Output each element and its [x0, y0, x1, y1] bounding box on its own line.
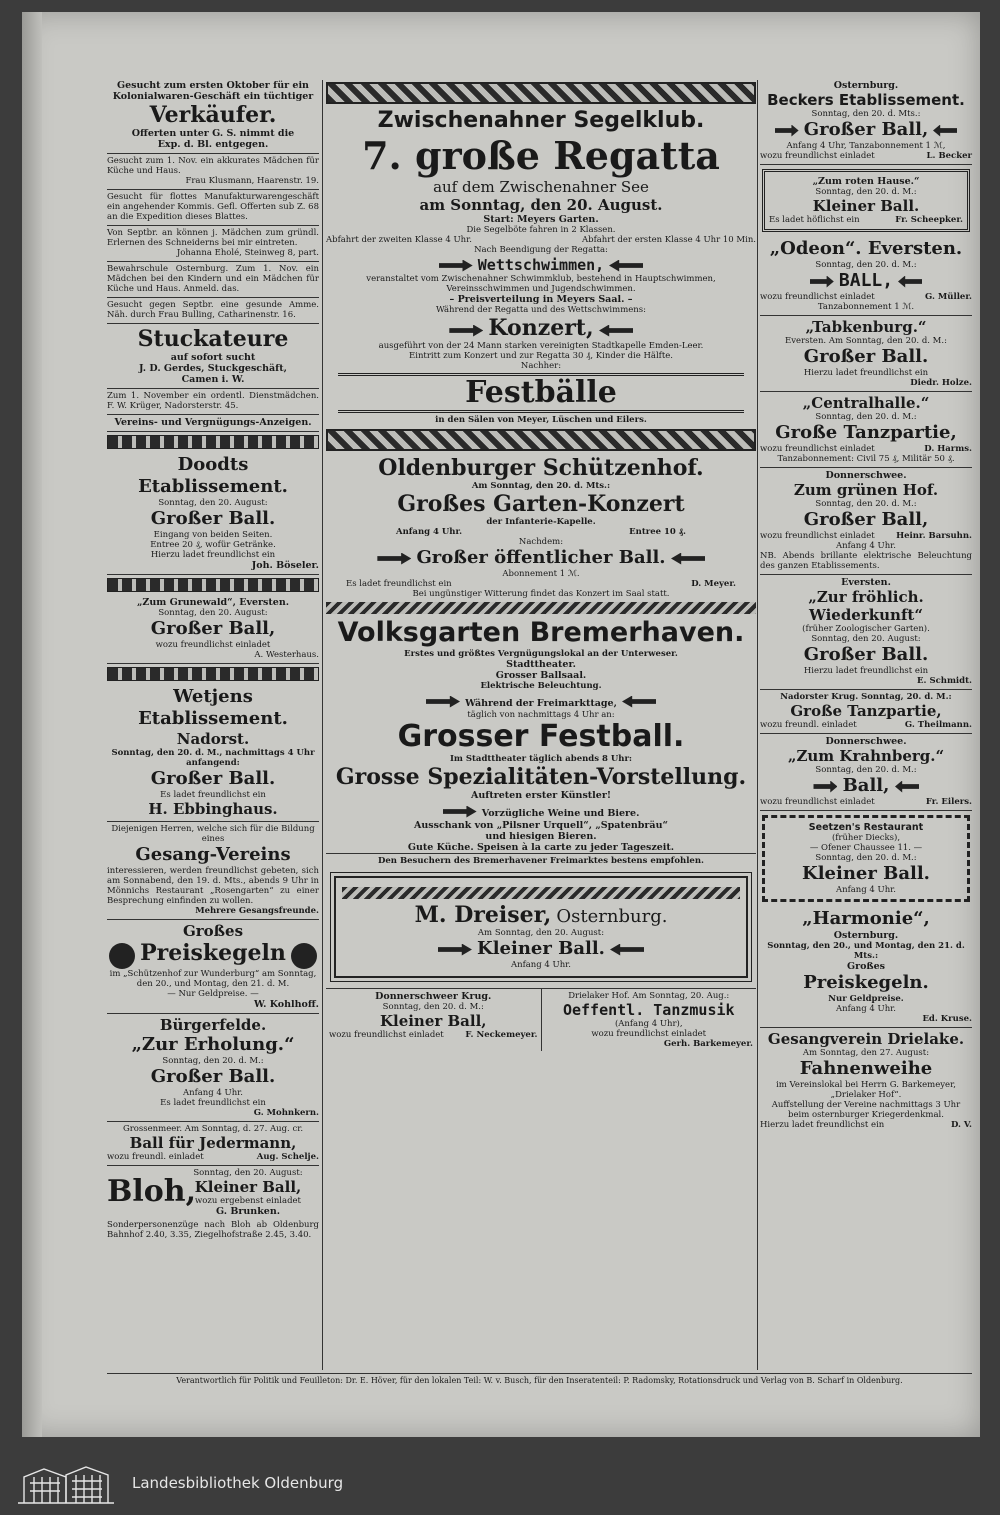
ad-line: in den Sälen von Meyer, Lüschen und Eilers. [435, 415, 647, 425]
ad-place: Bürgerfelde. [159, 1015, 267, 1034]
column-rule [757, 80, 758, 1370]
ad-row-bottom [326, 988, 756, 1051]
ad-event: Großer Ball. [150, 508, 276, 529]
ad-event: Große Tanzpartie, [775, 422, 957, 443]
ad-line: Grossenmeer. Am Sonntag, d. 27. Aug. cr. [122, 1123, 304, 1134]
ad-title: „Centralhalle.“ [802, 394, 930, 412]
ad-title: Stuckateure [137, 326, 289, 352]
ad-line: — Nur Geldpreise. — [167, 988, 259, 999]
ad-drielake-fahnenweihe [760, 1028, 972, 1133]
ad-event: Großer Ball, [150, 618, 276, 639]
ad-line: Anfang 4 Uhr. [835, 541, 897, 551]
ad-text: Gesucht gegen Septbr. eine gesunde Amme. Näh. durch Frau Bulling, Catharinenstr. 16. [107, 300, 319, 320]
ad-line: Nachher: [520, 361, 562, 371]
ad-line: Entree 10 ₰. [629, 527, 686, 537]
ad-signature: H. Ebbinghaus. [148, 800, 278, 818]
ad-place: Nadorst. [176, 730, 250, 748]
ad-line: (Anfang 4 Uhr), [614, 1019, 683, 1029]
ad-line: auf dem Zwischenahner See [433, 178, 649, 196]
ad-event: Kleiner Ball, [194, 1177, 302, 1196]
ad-line: (früher Diecks), [831, 833, 901, 843]
ad-title: „Zum roten Hause.“ [812, 176, 920, 187]
ad-line: im Vereinslokal bei Herrn G. Barkemeyer, „Drielaker Hof“. [776, 1080, 956, 1100]
pointing-hand-icon [449, 325, 483, 337]
ad-event: Oeffentl. Tanzmusik [562, 1001, 735, 1019]
ad-nadorster-krug [760, 690, 972, 734]
ad-verkaeufer [107, 78, 319, 154]
ad-line: und hiesigen Bieren. [485, 831, 597, 842]
ad-title: Doodts Etablissement. [138, 454, 288, 497]
ad-line: Elektrische Beleuchtung. [480, 681, 602, 691]
ad-text: Bewahrschule Osternburg. Zum 1. Nov. ein Mädchen bei den Kindern und ein Mädchen für Küche und Haus. Anmeld. das. [107, 264, 319, 294]
ad-date: Sonntag, den 20. August: [811, 634, 921, 644]
pointing-hand-icon [895, 781, 919, 793]
ad-title: Oldenburger Schützenhof. [378, 455, 704, 481]
ad-signature: Fr. Scheepker. [895, 215, 963, 225]
ad-seetzen [762, 815, 970, 902]
ad-line: Eintritt zum Konzert und zur Regatta 30 ₰, Kinder die Hälfte. [409, 351, 673, 361]
ad-line: – Preisverteilung in Meyers Saal. – [449, 294, 633, 305]
pointing-hand-icon [813, 781, 837, 793]
ad-line: Nach Beendigung der Regatta: [474, 245, 608, 255]
pointing-hand-icon [443, 806, 477, 818]
ad-signature: A. Westerhaus. [254, 650, 319, 660]
ad-wetjens [107, 684, 319, 822]
ad-signature: G. Müller. [925, 292, 972, 302]
ad-signature: Ed. Kruse. [922, 1014, 972, 1024]
ad-line: wozu freundlichst einladet [760, 292, 875, 302]
ad-event: Wettschwimmen, [477, 256, 605, 274]
column-right [760, 78, 972, 1133]
ad-title: Bloh, [107, 1174, 197, 1209]
ad-line: Auffstellung der Vereine nachmittags 3 Uhr beim osternburger Kriegerdenkmal. [771, 1100, 961, 1120]
ad-title: Beckers Etablissement. [767, 91, 965, 109]
ad-place: Donnerschwee. [825, 736, 907, 747]
ad-line: Vorzügliche Weine und Biere. [481, 808, 640, 819]
ad-date: am Sonntag, den 20. August. [419, 196, 663, 214]
ad-line: wozu freundl. einladet [760, 720, 857, 730]
ad-line: Es ladet freundlichst ein [160, 790, 266, 800]
pointing-hand-icon [810, 276, 834, 288]
ad-line: auf sofort sucht [170, 352, 256, 363]
ad-line: Tanzabonnement 1 ℳ. [817, 302, 915, 312]
section-title: Vereins- und Vergnügungs-Anzeigen. [114, 417, 312, 428]
ad-date: Sonntag, den 20. d. M.: [815, 412, 917, 422]
ad-event: Großer Ball, [803, 119, 929, 140]
ad-signature: Fr. Eilers. [925, 797, 972, 807]
ad-centralhalle [760, 392, 972, 468]
ad-line: der Infanterie-Kapelle. [486, 517, 596, 527]
ad-erholung [107, 1014, 319, 1122]
ad-date: Am Sonntag, den 20. August: [477, 928, 605, 938]
ad-title: Gesangverein Drielake. [767, 1030, 965, 1048]
striped-border [326, 82, 756, 104]
ad-line: wozu freundlichst einladet [760, 531, 875, 541]
ad-event: Fahnenweihe [799, 1058, 933, 1079]
ad-drielaker-hof [542, 989, 757, 1051]
pointing-hand-icon [898, 276, 922, 288]
ad-title: Wetjens Etablissement. [138, 686, 288, 729]
ad-line: Ausschank von „Pilsner Urquell“, „Spatenbräu“ [414, 820, 668, 831]
ad-odeon [760, 236, 972, 316]
ad-text: veranstaltet vom Zwischenahner Schwimmklub, bestehend in Hauptschwimmen, Vereinsschwimmen und Jugendschwimmen. [366, 274, 716, 294]
ad-date: Sonntag, den 20. d. M.: [382, 1002, 484, 1012]
ad-date: Sonntag, den 20. d. M.: [815, 853, 917, 863]
ad-line: Gesucht zum ersten Oktober für ein [117, 80, 309, 91]
ad-line: Eversten. Am Sonntag, den 20. d. M.: [785, 336, 947, 346]
ad-event: Kleiner Ball. [802, 863, 930, 884]
column-left [107, 78, 319, 1240]
ad-date: Sonntag, den 20. d. M.: [815, 765, 917, 775]
ad-line: Hierzu ladet freundlichst ein [760, 1120, 885, 1130]
ad-text: Gesucht für flottes Manufakturwarengeschäft ein angehender Kommis. Gefl. Offerten sub Z. 68 an die Expedition dieses Blattes. [107, 192, 319, 222]
ad-signature: Aug. Schelje. [256, 1151, 319, 1162]
ad-event: Großes Garten-Konzert [397, 491, 685, 517]
ad-line: wozu ergebenst einladet [195, 1195, 301, 1206]
ad-event: Großer Ball. [803, 644, 929, 665]
ad-line: Sonntag, den 20. d. M., nachmittags 4 Uhr anfangend: [111, 748, 315, 768]
library-name: Landesbibliothek Oldenburg [132, 1474, 344, 1492]
ad-signature: Mehrere Gesangsfreunde. [195, 906, 319, 916]
ad-line: Hierzu ladet freundlichst ein [803, 368, 929, 378]
ad-line: Offerten unter G. S. nimmt die [131, 128, 295, 139]
ad-signature: L. Becker [926, 151, 972, 161]
ad-line: Tanzabonnement: Civil 75 ₰, Militär 50 ₰. [777, 454, 955, 464]
ad-klusmann [107, 154, 319, 190]
ad-wiederkunft [760, 575, 972, 690]
ad-signature: G. Brunken. [215, 1205, 281, 1217]
ad-bloh-trains: Sonderpersonenzüge nach Bloh ab Oldenburg Bahnhof 2.40, 3.35, Ziegelhofstraße 2.45, 3.40. [107, 1219, 319, 1240]
ad-line: Nur Geldpreise. [828, 994, 904, 1004]
ad-line: Anfang 4 Uhr. [835, 1004, 897, 1014]
pointing-hand-icon [438, 944, 472, 956]
ad-place: Osternburg. [833, 80, 899, 91]
pointing-hand-icon [439, 260, 473, 272]
ad-kommis [107, 190, 319, 226]
ad-signature: D. Harms. [924, 444, 972, 454]
ad-date: Sonntag, den 20. d. M.: [815, 187, 917, 197]
ad-signature: W. Kohlhoff. [253, 998, 319, 1010]
ad-amme [107, 298, 319, 324]
ad-line: Im Stadttheater täglich abends 8 Uhr: [449, 754, 633, 764]
ad-title: Donnerschweer Krug. [375, 991, 492, 1002]
ad-signature: F. Neckemeyer. [465, 1030, 538, 1040]
ad-stuckateure [107, 324, 319, 389]
ad-text: Zum 1. November ein ordentl. Dienstmädchen. F. W. Krüger, Nadorsterstr. 45. [107, 391, 319, 411]
page-edge [22, 12, 42, 1437]
ad-roten-hause [762, 169, 970, 232]
ad-line: Großes [846, 961, 886, 972]
ad-date: Sonntag, den 20. August: [158, 608, 268, 618]
ad-title: „Tabkenburg.“ [805, 318, 927, 336]
ad-event: Ball, [842, 775, 890, 796]
bullet-dot-icon [109, 943, 135, 969]
pointing-hand-icon [622, 696, 656, 708]
ad-event: Großer Ball. [150, 1065, 276, 1087]
ad-event: Kleiner Ball. [812, 197, 920, 215]
ad-line: Hierzu ladet freundlichst ein [150, 550, 276, 560]
diamond-border [326, 602, 756, 614]
ad-bewahrschule [107, 262, 319, 298]
ad-gruener-hof [760, 468, 972, 575]
diamond-border [342, 887, 740, 899]
footer-rule [107, 1373, 972, 1374]
ad-line: wozu freundlichst einladet [760, 151, 875, 161]
ad-title: Seetzen's Restaurant [808, 822, 924, 833]
ad-signature: G. Mohnkern. [253, 1107, 319, 1118]
ad-title: „Zur Erholung.“ [131, 1033, 295, 1055]
ad-schneidern [107, 226, 319, 262]
ad-date: Sonntag, den 20. August: [193, 1167, 303, 1178]
section-heading [107, 415, 319, 432]
ad-line: Diejenigen Herren, welche sich für die Bildung eines [111, 824, 315, 844]
ad-line: Sonntag, den 20., und Montag, den 21. d. Mts.: [767, 941, 965, 961]
ornament-border [107, 578, 319, 592]
ad-line: täglich von nachmittags 4 Uhr an: [467, 710, 615, 720]
ad-date: Sonntag, den 20. d. M.: [162, 1055, 264, 1066]
ad-text: interessieren, werden freundlichst gebeten, sich am Sonnabend, den 19. d. Mts., abends 9 Uhr in Mönnichs Restaurant „Rosengarten“ zu einer Besprechung einfinden zu wollen. [107, 866, 319, 906]
pointing-hand-icon [775, 125, 799, 137]
imprint-footer: Verantwortlich für Politik und Feuilleton: Dr. E. Höver, für den lokalen Teil: W. v. Busch, für den Inseratenteil: P. Radomsky, Rotationsdruck und Verlag von B. Scharf in Oldenburg. [176, 1376, 903, 1385]
ad-line: Kolonialwaren-Geschäft ein tüchtiger [112, 91, 314, 102]
ad-date: Sonntag, den 20. August: [158, 498, 268, 508]
ad-signature: E. Schmidt. [917, 676, 972, 686]
ad-event: Kleiner Ball, [379, 1012, 487, 1030]
ad-title: „Zur fröhlich. Wiederkunft“ [808, 588, 924, 624]
library-building-icon [14, 1463, 118, 1507]
ad-signature: G. Theilmann. [904, 720, 972, 730]
ad-date: Am Sonntag, den 27. August: [802, 1048, 930, 1058]
ad-place: Osternburg. [833, 930, 899, 941]
ad-line: Erstes und größtes Vergnügungslokal an der Unterweser. [404, 649, 678, 659]
ad-line: Abfahrt der ersten Klasse 4 Uhr 10 Min. [582, 235, 756, 245]
ad-signature: Gerh. Barkemeyer. [663, 1039, 753, 1049]
ad-line: Abonnement 1 ℳ. [502, 569, 580, 579]
ad-place: Osternburg. [556, 906, 668, 927]
ad-club: Zwischenahner Segelklub. [377, 108, 705, 133]
ad-line: Anfang 4 Uhr. [835, 885, 897, 895]
column-center [326, 78, 756, 1051]
ad-line: Es ladet höflichst ein [769, 215, 860, 225]
ad-event: BALL, [838, 270, 894, 291]
ad-title: „Odeon“. Eversten. [769, 238, 963, 259]
ad-title: 7. große Regatta [362, 133, 720, 178]
ad-start: Start: Meyers Garten. [483, 214, 599, 225]
pointing-hand-icon [599, 325, 633, 337]
ad-regatta [326, 108, 756, 425]
ad-line: Hierzu ladet freundlichst ein [803, 666, 929, 676]
ad-event: Grosser Festball. [397, 719, 685, 754]
ad-jedermann [107, 1122, 319, 1166]
ad-line: wozu freundlichst einladet [760, 444, 875, 454]
ad-note: Bei ungünstiger Witterung findet das Konzert im Saal statt. [412, 589, 670, 599]
ad-signature: Joh. Böseler. [251, 560, 319, 571]
ad-line: wozu freundl. einladet [107, 1151, 204, 1162]
ad-title: Verkäufer. [149, 102, 277, 128]
ad-text: im „Schützenhof zur Wunderburg“ am Sonntag, den 20., und Montag, den 21. d. M. [109, 968, 317, 989]
ad-line: Grosser Ballsaal. [495, 670, 587, 681]
ad-line: wozu freundlichst einladet [155, 640, 271, 650]
ad-line: Nachdem: [518, 537, 564, 547]
pointing-hand-icon [426, 696, 460, 708]
pointing-hand-icon [671, 553, 705, 565]
ad-event: Grosse Spezialitäten-Vorstellung. [335, 764, 747, 790]
ad-line: wozu freundlichst einladet [329, 1030, 444, 1040]
ad-event: Konzert, [488, 315, 594, 341]
ad-line: Drielaker Hof. Am Sonntag, 20. Aug.: [568, 991, 730, 1001]
ad-tabkenburg [760, 316, 972, 392]
ad-line: (früher Zoologischer Garten). [802, 624, 930, 634]
bullet-dot-icon [291, 943, 317, 969]
ad-line: ausgeführt von der 24 Mann starken vereinigten Stadtkapelle Emden-Leer. [378, 341, 704, 351]
ad-event: Große Tanzpartie, [790, 702, 942, 720]
pointing-hand-icon [377, 553, 411, 565]
ad-line: J. D. Gerdes, Stuckgeschäft, [139, 363, 287, 374]
ad-line: Anfang 4 Uhr. [182, 1087, 244, 1098]
pointing-hand-icon [609, 260, 643, 272]
ad-line: Die Segelböte fahren in 2 Klassen. [466, 225, 616, 235]
ad-signature: D. Meyer. [691, 579, 736, 589]
ornament-border [107, 667, 319, 681]
ad-line: Nadorster Krug. Sonntag, 20. d. M.: [780, 692, 952, 702]
ad-date: Am Sonntag, den 20. d. Mts.: [471, 481, 611, 491]
ad-krahnberg [760, 734, 972, 811]
ad-beckers [760, 78, 972, 165]
ad-date: Sonntag, den 20. d. M.: [815, 260, 917, 270]
ad-line: Eingang von beiden Seiten. [153, 530, 273, 540]
ad-signature: Diedr. Holze. [910, 378, 972, 388]
ad-event: Großer Ball. [803, 346, 929, 367]
pointing-hand-icon [610, 944, 644, 956]
ad-title: Preiskegeln [140, 940, 286, 966]
ad-line: Großes [182, 922, 244, 940]
ad-place: Donnerschwee. [825, 470, 907, 481]
ad-title: Zum grünen Hof. [793, 481, 939, 499]
ad-title: M. Dreiser, [414, 902, 552, 928]
ornament-border [107, 435, 319, 449]
striped-border [326, 429, 756, 451]
ad-dreiser [334, 876, 748, 978]
ad-line: Gute Küche. Speisen à la carte zu jeder Tageszeit. [407, 842, 675, 853]
ad-line: Entree 20 ₰, wofür Getränke. [150, 540, 276, 550]
ad-title: Volksgarten Bremerhaven. [337, 617, 745, 648]
ad-note: NB. Abends brillante elektrische Beleuchtung des ganzen Etablissements. [760, 551, 972, 571]
ad-signature: Johanna Eholé, Steinweg 8, part. [176, 248, 319, 258]
ad-event: Großer öffentlicher Ball. [416, 547, 666, 568]
ad-line: Anfang 4 Uhr, Tanzabonnement 1 ℳ, [786, 141, 946, 151]
ad-title: Gesang-Vereins [135, 844, 291, 865]
ad-line: Während der Freimarkttage, [465, 698, 617, 709]
ad-donnerschweer-krug [326, 989, 542, 1051]
ad-title: Ball für Jedermann, [129, 1133, 297, 1152]
ad-line: wozu freundlichst einladet [760, 797, 875, 807]
ad-line: Während der Regatta und des Wettschwimmens: [435, 305, 646, 315]
ad-bloh [107, 1166, 319, 1220]
ad-line: Es ladet freundlichst ein [160, 1097, 266, 1108]
ad-line: Auftreten erster Künstler! [470, 790, 612, 801]
ad-line: Es ladet freundlichst ein [346, 579, 452, 589]
ad-harmonie [760, 906, 972, 1028]
ad-line: Anfang 4 Uhr. [396, 527, 463, 537]
pointing-hand-icon [933, 125, 957, 137]
ad-signature: D. V. [950, 1120, 972, 1130]
ad-signature: Heinr. Barsuhn. [896, 531, 972, 541]
ad-text: Von Septbr. an können j. Mädchen zum gründl. Erlernen des Schneiderns bei mir eintreten. [107, 228, 319, 248]
ad-line: Camen i. W. [181, 374, 245, 385]
ad-volksgarten [326, 617, 756, 866]
ad-grunewald [107, 595, 319, 664]
ad-line: Stadttheater. [506, 659, 576, 670]
ad-event: Kleiner Ball. [477, 938, 605, 959]
ad-kruger [107, 389, 319, 415]
ad-schuetzenhof [326, 455, 756, 599]
ad-event: Großer Ball, [803, 509, 929, 530]
ad-title: „Zum Krahnberg.“ [787, 747, 945, 765]
ad-line: Abfahrt der zweiten Klasse 4 Uhr. [326, 235, 472, 245]
ad-event: Preiskegeln. [803, 972, 929, 993]
ad-text: Gesucht zum 1. Nov. ein akkurates Mädchen für Küche und Haus. [107, 156, 319, 176]
ad-title: „Zum Grunewald“, Eversten. [136, 597, 290, 608]
ad-signature: Frau Klusmann, Haarenstr. 19. [185, 176, 319, 186]
ad-line: wozu freundlichst einladet [591, 1029, 707, 1039]
ad-event: Festbälle [338, 373, 744, 413]
ad-title: „Harmonie“, [802, 908, 930, 929]
ad-doodts [107, 452, 319, 575]
ad-line: Exp. d. Bl. entgegen. [157, 139, 269, 150]
ad-line: — Ofener Chaussee 11. — [809, 843, 923, 853]
ad-event: Großer Ball. [150, 768, 276, 789]
ad-date: Sonntag, den 20. d. M.: [815, 499, 917, 509]
ad-line: Den Besuchern des Bremerhavener Freimarktes bestens empfohlen. [326, 853, 756, 866]
column-rule [322, 80, 323, 1370]
ad-preiskegeln [107, 920, 319, 1014]
ad-place: Eversten. [841, 577, 891, 588]
ad-line: Anfang 4 Uhr. [510, 960, 572, 970]
ad-gesangverein [107, 822, 319, 920]
ad-date: Sonntag, den 20. d. Mts.: [811, 109, 921, 119]
